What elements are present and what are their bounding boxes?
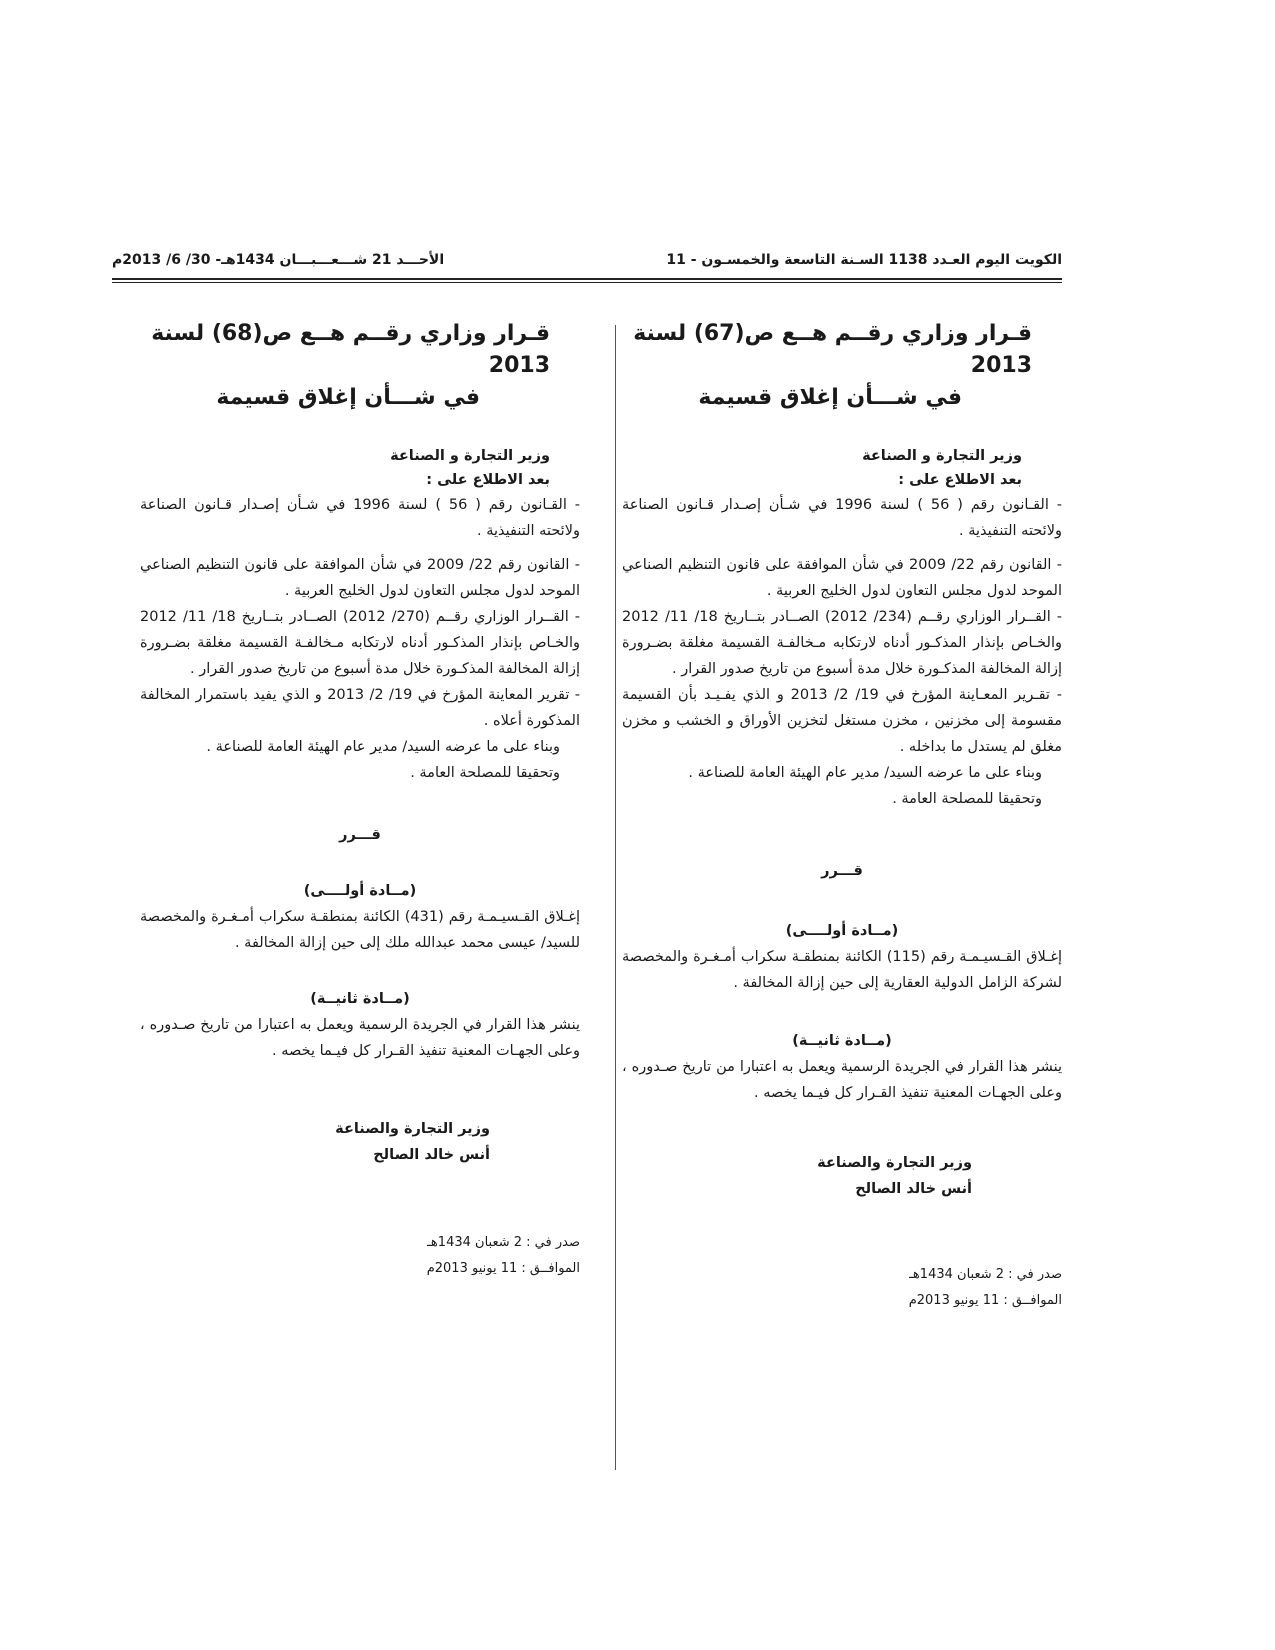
issued-gregorian-date: الموافــق : 11 يونيو 2013م	[426, 1261, 580, 1276]
article-1-text: إغـلاق القـسيـمـة رقم (115) الكائنة بمنطقـة سكراب أمـغـرة والمخصصة لشركة الزامل الدولية العقارية إلى حين إزالة المخالفة .	[622, 949, 1062, 991]
preamble-paragraph: - القــرار الوزاري رقــم (270/ 2012) الصــادر بتــاريخ 18/ 11/ 2012 والخـاص بإنذار المذكـور أدناه لارتكابه مـخالفـة القسيمة مغلقة بضـرورة إزالة المخالفة المذكـورة خلال مدة أسبوع من تاريخ صدور القرار .	[140, 609, 581, 677]
issued-hijri-date: صدر في : 2 شعبان 1434هـ	[909, 1267, 1062, 1282]
decree-title-line-2: في شـــأن إغلاق قسيمة	[216, 385, 480, 410]
preamble-paragraph: - القانون رقم 22/ 2009 في شأن الموافقة على قانون التنظيم الصناعي الموحد لدول مجلس التعاون لدول الخليج العربية .	[622, 557, 1063, 599]
decree-title-line-2: في شـــأن إغلاق قسيمة	[698, 385, 962, 410]
article-2-text: ينشر هذا القرار في الجريدة الرسمية ويعمل به اعتبارا من تاريخ صـدوره ، وعلى الجهـات المعنية تنفيذ القـرار كل فيـما يخصه .	[140, 1017, 580, 1059]
decree-title	[140, 318, 580, 414]
preamble-paragraph: وبناء على ما عرضه السيد/ مدير عام الهيئة العامة للصناعة .	[688, 765, 1042, 781]
issuer-name: وزير التجارة و الصناعة	[390, 448, 550, 464]
header-issue-info: الكويت اليوم العـدد 1138 السـنة التاسعة والخمسـون - 11	[666, 252, 1062, 268]
preamble-paragraph: - القـانون رقم ( 56 ) لسنة 1996 في شـأن إصـدار قـانون الصناعة ولائحته التنفيذية .	[140, 497, 580, 539]
article-2-heading: (مــادة ثانيــة)	[792, 1033, 892, 1049]
decree-title	[622, 318, 1062, 414]
issued-hijri-date: صدر في : 2 شعبان 1434هـ	[427, 1235, 580, 1250]
preamble-paragraph: وتحقيقا للمصلحة العامة .	[410, 765, 560, 781]
signature-block	[140, 1116, 580, 1168]
issuer	[140, 444, 580, 492]
decree-title-line-1: قـرار وزاري رقــم هــع ص(68) لسنة 2013	[151, 321, 550, 378]
preamble-paragraph: - القـانون رقم ( 56 ) لسنة 1996 في شـأن إصـدار قـانون الصناعة ولائحته التنفيذية .	[622, 497, 1062, 539]
after-review-label: بعد الاطلاع على :	[426, 472, 550, 488]
article-2-heading: (مــادة ثانيــة)	[310, 991, 410, 1007]
preamble-paragraph: وبناء على ما عرضه السيد/ مدير عام الهيئة العامة للصناعة .	[206, 739, 560, 755]
header-rule-thin	[112, 282, 1062, 283]
issued-date-block	[622, 1262, 1062, 1314]
decided-heading: قـــرر	[821, 863, 863, 879]
article-1-heading: (مــادة أولــــى)	[785, 923, 899, 939]
preamble-paragraph: - القانون رقم 22/ 2009 في شأن الموافقة على قانون التنظيم الصناعي الموحد لدول مجلس التعاون لدول الخليج العربية .	[140, 557, 581, 599]
signature-title: وزير التجارة والصناعة	[817, 1155, 972, 1171]
signature-block	[622, 1150, 1062, 1202]
column-divider	[615, 325, 616, 1470]
issued-gregorian-date: الموافــق : 11 يونيو 2013م	[908, 1293, 1062, 1308]
article-1-heading: (مــادة أولــــى)	[303, 883, 417, 899]
decree-title-line-1: قـرار وزاري رقــم هــع ص(67) لسنة 2013	[633, 321, 1032, 378]
preamble-paragraph: - القــرار الوزاري رقــم (234/ 2012) الصــادر بتــاريخ 18/ 11/ 2012 والخـاص بإنذار المذكـور أدناه لارتكابه مـخالفـة القسيمة مغلقة بضـرورة إزالة المخالفة المذكـورة خلال مدة أسبوع من تاريخ صدور القرار .	[622, 609, 1063, 677]
article-2-text: ينشر هذا القرار في الجريدة الرسمية ويعمل به اعتبارا من تاريخ صـدوره ، وعلى الجهـات المعنية تنفيذ القـرار كل فيـما يخصه .	[622, 1059, 1062, 1101]
decided-heading: قـــرر	[339, 827, 381, 843]
header-rule-thick	[112, 278, 1062, 280]
issued-date-block	[140, 1230, 580, 1282]
issuer-name: وزير التجارة و الصناعة	[862, 448, 1022, 464]
page-header	[112, 252, 1062, 276]
preamble-paragraph: - تقرير المعاينة المؤرخ في 19/ 2/ 2013 و الذي يفيد باستمرار المخالفة المذكورة أعلاه .	[140, 687, 580, 729]
after-review-label: بعد الاطلاع على :	[898, 472, 1022, 488]
signature-name: أنس خالد الصالح	[373, 1147, 490, 1163]
preamble-paragraph: وتحقيقا للمصلحة العامة .	[892, 791, 1042, 807]
signature-title: وزير التجارة والصناعة	[335, 1121, 490, 1137]
signature-name: أنس خالد الصالح	[855, 1181, 972, 1197]
issuer	[622, 444, 1062, 492]
article-1-text: إغـلاق القـسيـمـة رقم (431) الكائنة بمنطقـة سكراب أمـغـرة والمخصصة للسيد/ عيسى محمد عبدالله ملك إلى حين إزالة المخالفة .	[140, 909, 580, 951]
header-date: الأحـــد 21 شـــعـــبـــان 1434هـ- 30/ 6/ 2013م	[112, 252, 445, 268]
preamble-paragraph: - تقـرير المعـاينة المؤرخ في 19/ 2/ 2013 و الذي يفـيـد بأن القسيمة مقسومة إلى مخزنين ، مخزن مستغل لتخزين الأوراق و الخشب و مخزن مغلق لم يستدل ما بداخله .	[622, 687, 1062, 755]
decree-67-column	[622, 318, 1062, 1314]
decree-68-column	[140, 318, 580, 1282]
